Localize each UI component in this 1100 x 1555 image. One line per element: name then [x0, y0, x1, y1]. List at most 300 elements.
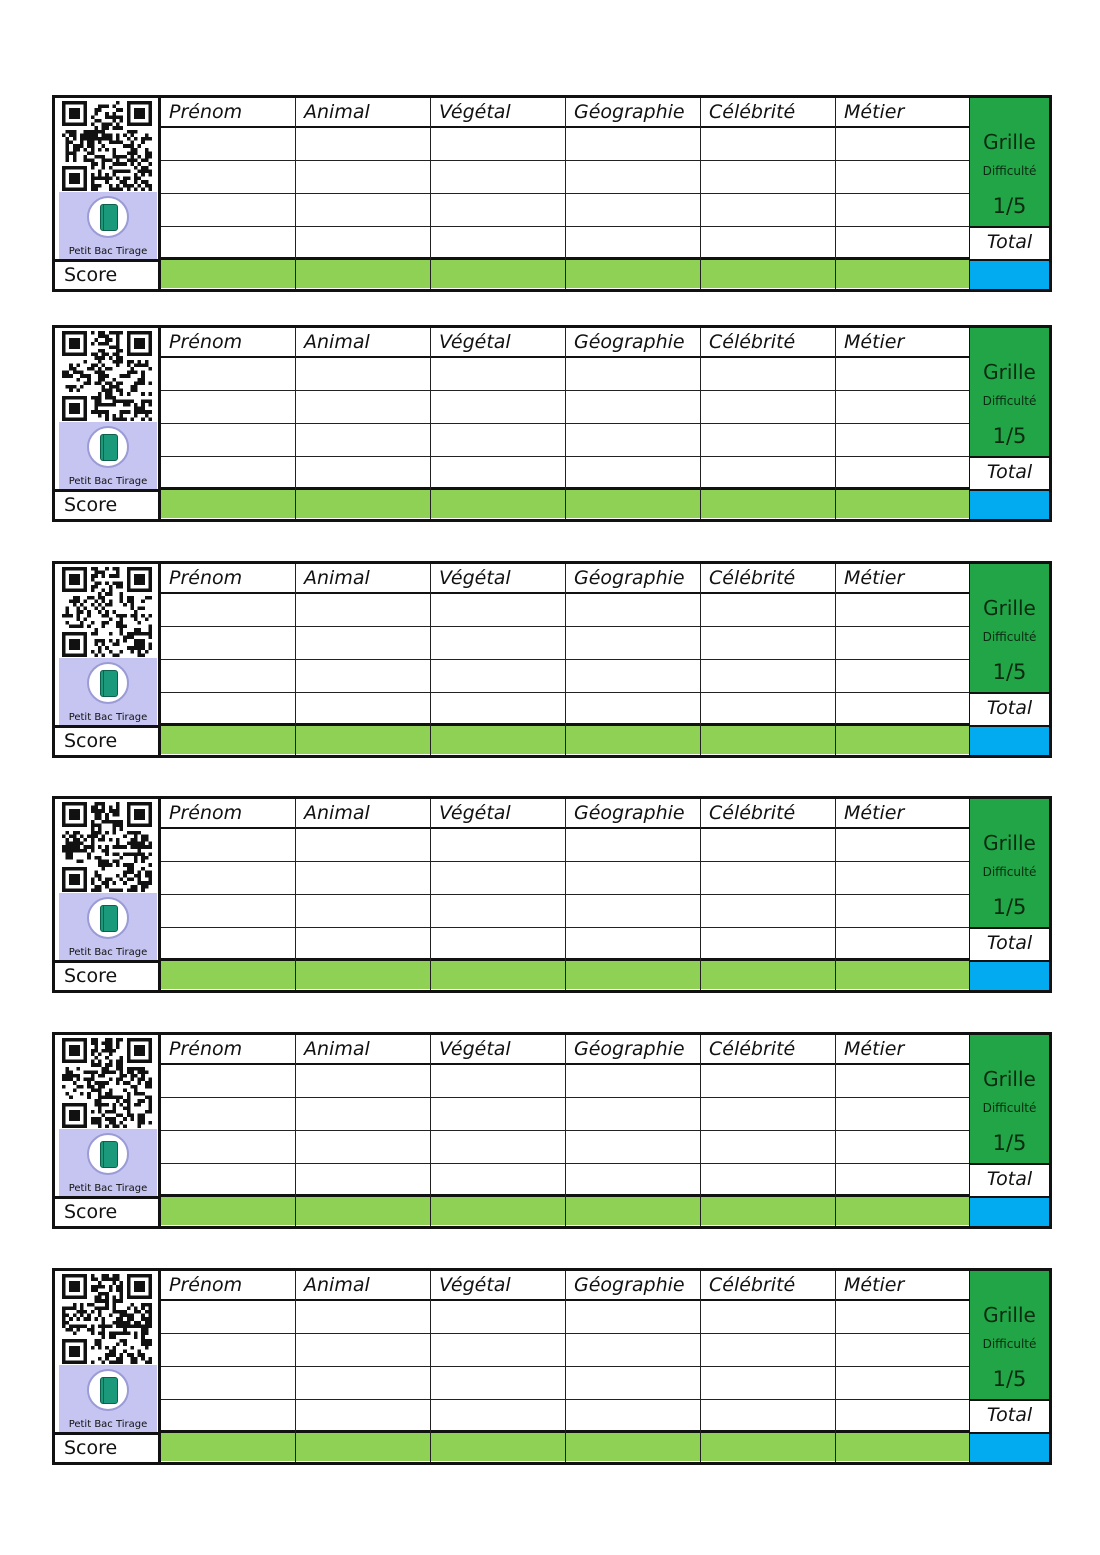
answer-cell[interactable]: [566, 227, 700, 260]
answer-cell[interactable]: [701, 457, 835, 490]
answer-cell[interactable]: [296, 161, 430, 194]
side-panel: [970, 799, 1049, 990]
category-column: [566, 1035, 701, 1226]
answer-cell[interactable]: [161, 1098, 295, 1131]
answer-cell[interactable]: [836, 194, 969, 227]
answer-cell[interactable]: [161, 660, 295, 693]
total-label: Total: [970, 692, 1049, 725]
answer-cell[interactable]: [296, 457, 430, 490]
category-header: Prénom: [161, 328, 295, 358]
answer-cell[interactable]: [566, 194, 700, 227]
answer-cell[interactable]: [296, 895, 430, 928]
answer-cell[interactable]: [701, 1164, 835, 1197]
category-column: [566, 799, 701, 990]
logo: [87, 1369, 129, 1411]
category-header: Géographie: [566, 564, 700, 594]
category-header: Animal: [296, 1035, 430, 1065]
category-column: [431, 564, 566, 755]
brand-label: Petit Bac Tirage: [68, 947, 148, 958]
total-value-cell[interactable]: [970, 1196, 1049, 1226]
category-header: Métier: [836, 328, 969, 358]
answer-cell[interactable]: [161, 1164, 295, 1197]
total-value-cell[interactable]: [970, 489, 1049, 519]
answer-cell[interactable]: [161, 928, 295, 961]
answer-cell[interactable]: [566, 693, 700, 726]
category-header: Végétal: [431, 98, 565, 128]
answer-cell[interactable]: [296, 1301, 430, 1334]
answer-cell[interactable]: [836, 391, 969, 424]
answer-cell[interactable]: [431, 358, 565, 391]
category-column: [836, 799, 971, 990]
answer-cell[interactable]: [836, 594, 969, 627]
category-header: Métier: [836, 1271, 969, 1301]
score-cell[interactable]: [296, 260, 430, 288]
answer-cell[interactable]: [566, 161, 700, 194]
answer-cell[interactable]: [836, 1301, 969, 1334]
answer-cell[interactable]: [161, 895, 295, 928]
logo: [87, 897, 129, 939]
answer-cell[interactable]: [431, 1400, 565, 1433]
category-column: [701, 564, 836, 755]
answer-cell[interactable]: [701, 928, 835, 961]
total-value-cell[interactable]: [970, 1432, 1049, 1462]
score-cell[interactable]: [701, 490, 835, 518]
total-value-cell[interactable]: [970, 725, 1049, 755]
brand-label: Petit Bac Tirage: [68, 476, 148, 487]
answer-cell[interactable]: [296, 391, 430, 424]
qr-code-icon: [59, 101, 155, 191]
total-label: Total: [970, 456, 1049, 489]
answer-cell[interactable]: [431, 693, 565, 726]
category-header: Prénom: [161, 1035, 295, 1065]
category-header: Célébrité: [701, 564, 835, 594]
score-cell[interactable]: [566, 1197, 700, 1225]
answer-cell[interactable]: [431, 829, 565, 862]
answer-cell[interactable]: [836, 457, 969, 490]
score-cell[interactable]: [701, 961, 835, 989]
score-cell[interactable]: [431, 1197, 565, 1225]
score-cell[interactable]: [836, 1197, 969, 1225]
answer-cell[interactable]: [701, 128, 835, 161]
category-header: Géographie: [566, 1035, 700, 1065]
answer-cell[interactable]: [566, 895, 700, 928]
book-icon: [100, 670, 118, 697]
answer-cell[interactable]: [566, 1301, 700, 1334]
category-header: Géographie: [566, 328, 700, 358]
answer-cell[interactable]: [161, 1400, 295, 1433]
answer-cell[interactable]: [296, 1164, 430, 1197]
answer-cell[interactable]: [431, 928, 565, 961]
answer-cell[interactable]: [566, 1065, 700, 1098]
score-cell[interactable]: [836, 1433, 969, 1461]
answer-cell[interactable]: [296, 1334, 430, 1367]
petit-bac-grid-4: [52, 796, 1052, 993]
score-cell[interactable]: [161, 490, 295, 518]
difficulty-box: [970, 564, 1049, 692]
answer-cell[interactable]: [431, 627, 565, 660]
answer-cell[interactable]: [161, 1301, 295, 1334]
total-label: Total: [970, 226, 1049, 259]
answer-cell[interactable]: [161, 1334, 295, 1367]
difficulty-value: 1/5: [992, 1131, 1027, 1155]
answer-cell[interactable]: [431, 424, 565, 457]
answer-cell[interactable]: [296, 194, 430, 227]
answer-cell[interactable]: [566, 660, 700, 693]
score-label: Score: [55, 1196, 158, 1226]
category-header: Animal: [296, 328, 430, 358]
answer-cell[interactable]: [161, 161, 295, 194]
answer-cell[interactable]: [296, 928, 430, 961]
answer-cell[interactable]: [296, 128, 430, 161]
brand-label: Petit Bac Tirage: [68, 246, 148, 257]
answer-cell[interactable]: [431, 594, 565, 627]
petit-bac-grid-6: [52, 1268, 1052, 1465]
category-column: [431, 799, 566, 990]
answer-cell[interactable]: [701, 829, 835, 862]
category-header: Célébrité: [701, 328, 835, 358]
answer-cell[interactable]: [701, 161, 835, 194]
difficulty-label: Difficulté: [982, 164, 1037, 178]
score-cell[interactable]: [296, 961, 430, 989]
category-column: [701, 1271, 836, 1462]
answer-cell[interactable]: [161, 128, 295, 161]
score-cell[interactable]: [431, 260, 565, 288]
category-column: [431, 98, 566, 289]
score-cell[interactable]: [701, 260, 835, 288]
score-cell[interactable]: [431, 726, 565, 754]
answer-cell[interactable]: [431, 1131, 565, 1164]
category-column: [431, 328, 566, 519]
difficulty-value: 1/5: [992, 1367, 1027, 1391]
answer-cell[interactable]: [161, 194, 295, 227]
score-cell[interactable]: [296, 1433, 430, 1461]
answer-cell[interactable]: [296, 227, 430, 260]
grille-label: Grille: [983, 596, 1036, 620]
side-panel: [970, 1271, 1049, 1462]
grille-label: Grille: [983, 831, 1036, 855]
answer-cell[interactable]: [836, 627, 969, 660]
score-cell[interactable]: [161, 1197, 295, 1225]
answer-cell[interactable]: [161, 391, 295, 424]
category-column: [431, 1035, 566, 1226]
answer-cell[interactable]: [161, 1131, 295, 1164]
answer-cell[interactable]: [161, 227, 295, 260]
answer-cell[interactable]: [701, 1065, 835, 1098]
answer-cell[interactable]: [431, 660, 565, 693]
score-cell[interactable]: [296, 1197, 430, 1225]
answer-cell[interactable]: [296, 424, 430, 457]
answer-cell[interactable]: [431, 227, 565, 260]
answer-cell[interactable]: [431, 128, 565, 161]
petit-bac-grid-1: [52, 95, 1052, 292]
petit-bac-grid-5: [52, 1032, 1052, 1229]
total-value-cell[interactable]: [970, 259, 1049, 289]
answer-cell[interactable]: [566, 1098, 700, 1131]
category-header: Géographie: [566, 1271, 700, 1301]
category-column: [296, 1035, 431, 1226]
score-cell[interactable]: [566, 1433, 700, 1461]
answer-cell[interactable]: [836, 660, 969, 693]
qr-code-icon: [59, 567, 155, 657]
difficulty-value: 1/5: [992, 895, 1027, 919]
category-column: [566, 328, 701, 519]
category-column: [836, 1035, 971, 1226]
answer-cell[interactable]: [701, 1131, 835, 1164]
category-header: Végétal: [431, 328, 565, 358]
answer-cell[interactable]: [836, 1400, 969, 1433]
brand-label: Petit Bac Tirage: [68, 1419, 148, 1430]
answer-cell[interactable]: [566, 1334, 700, 1367]
answer-cell[interactable]: [296, 693, 430, 726]
score-label: Score: [55, 725, 158, 755]
category-column: [701, 98, 836, 289]
answer-cell[interactable]: [431, 1164, 565, 1197]
answer-cell[interactable]: [701, 194, 835, 227]
answer-cell[interactable]: [566, 627, 700, 660]
score-cell[interactable]: [566, 961, 700, 989]
answer-cell[interactable]: [701, 227, 835, 260]
answer-cell[interactable]: [431, 194, 565, 227]
score-cell[interactable]: [836, 726, 969, 754]
score-cell[interactable]: [701, 726, 835, 754]
category-column: [161, 98, 296, 289]
answer-cell[interactable]: [701, 862, 835, 895]
category-header: Animal: [296, 98, 430, 128]
answer-cell[interactable]: [161, 627, 295, 660]
answer-cell[interactable]: [296, 1098, 430, 1131]
answer-cell[interactable]: [296, 1065, 430, 1098]
category-table: [158, 328, 970, 519]
qr-code-icon: [59, 331, 155, 421]
answer-cell[interactable]: [431, 161, 565, 194]
answer-cell[interactable]: [836, 1065, 969, 1098]
answer-cell[interactable]: [566, 594, 700, 627]
category-column: [431, 1271, 566, 1462]
category-header: Prénom: [161, 799, 295, 829]
answer-cell[interactable]: [566, 358, 700, 391]
answer-cell[interactable]: [161, 457, 295, 490]
side-panel: [970, 328, 1049, 519]
answer-cell[interactable]: [701, 660, 835, 693]
difficulty-label: Difficulté: [982, 630, 1037, 644]
category-header: Géographie: [566, 799, 700, 829]
answer-cell[interactable]: [836, 1164, 969, 1197]
answer-cell[interactable]: [296, 1367, 430, 1400]
answer-cell[interactable]: [701, 693, 835, 726]
category-column: [161, 1035, 296, 1226]
score-cell[interactable]: [161, 726, 295, 754]
category-table: [158, 1271, 970, 1462]
total-label: Total: [970, 927, 1049, 960]
category-header: Métier: [836, 98, 969, 128]
answer-cell[interactable]: [701, 895, 835, 928]
answer-cell[interactable]: [296, 358, 430, 391]
score-cell[interactable]: [431, 1433, 565, 1461]
category-column: [161, 1271, 296, 1462]
category-header: Prénom: [161, 564, 295, 594]
difficulty-label: Difficulté: [982, 1101, 1037, 1115]
score-cell[interactable]: [836, 961, 969, 989]
score-label: Score: [55, 960, 158, 990]
answer-cell[interactable]: [566, 862, 700, 895]
qr-code-icon: [59, 802, 155, 892]
answer-cell[interactable]: [701, 594, 835, 627]
answer-cell[interactable]: [296, 1400, 430, 1433]
score-cell[interactable]: [296, 490, 430, 518]
score-cell[interactable]: [431, 961, 565, 989]
answer-cell[interactable]: [566, 1131, 700, 1164]
petit-bac-grid-2: [52, 325, 1052, 522]
category-header: Végétal: [431, 799, 565, 829]
answer-cell[interactable]: [701, 1301, 835, 1334]
answer-cell[interactable]: [701, 424, 835, 457]
difficulty-value: 1/5: [992, 660, 1027, 684]
answer-cell[interactable]: [701, 358, 835, 391]
category-column: [836, 98, 971, 289]
category-header: Célébrité: [701, 98, 835, 128]
score-cell[interactable]: [836, 490, 969, 518]
answer-cell[interactable]: [296, 829, 430, 862]
answer-cell[interactable]: [836, 424, 969, 457]
grille-label: Grille: [983, 1303, 1036, 1327]
answer-cell[interactable]: [701, 1367, 835, 1400]
answer-cell[interactable]: [836, 128, 969, 161]
answer-cell[interactable]: [836, 928, 969, 961]
answer-cell[interactable]: [836, 829, 969, 862]
category-column: [296, 564, 431, 755]
score-cell[interactable]: [161, 961, 295, 989]
answer-cell[interactable]: [296, 594, 430, 627]
answer-cell[interactable]: [566, 391, 700, 424]
answer-cell[interactable]: [701, 1098, 835, 1131]
book-icon: [100, 905, 118, 932]
answer-cell[interactable]: [296, 1131, 430, 1164]
answer-cell[interactable]: [836, 862, 969, 895]
difficulty-box: [970, 328, 1049, 456]
answer-cell[interactable]: [431, 1301, 565, 1334]
score-cell[interactable]: [701, 1197, 835, 1225]
answer-cell[interactable]: [836, 1367, 969, 1400]
difficulty-label: Difficulté: [982, 865, 1037, 879]
category-column: [836, 328, 971, 519]
category-header: Métier: [836, 1035, 969, 1065]
score-cell[interactable]: [701, 1433, 835, 1461]
category-header: Métier: [836, 799, 969, 829]
answer-cell[interactable]: [566, 1367, 700, 1400]
answer-cell[interactable]: [161, 829, 295, 862]
answer-cell[interactable]: [566, 128, 700, 161]
answer-cell[interactable]: [431, 391, 565, 424]
answer-cell[interactable]: [296, 862, 430, 895]
score-cell[interactable]: [161, 1433, 295, 1461]
difficulty-box: [970, 98, 1049, 226]
score-cell[interactable]: [431, 490, 565, 518]
category-header: Végétal: [431, 564, 565, 594]
book-icon: [100, 1377, 118, 1404]
category-column: [161, 799, 296, 990]
answer-cell[interactable]: [701, 1334, 835, 1367]
answer-cell[interactable]: [161, 594, 295, 627]
answer-cell[interactable]: [836, 358, 969, 391]
grille-label: Grille: [983, 360, 1036, 384]
answer-cell[interactable]: [161, 1367, 295, 1400]
answer-cell[interactable]: [566, 1400, 700, 1433]
answer-cell[interactable]: [836, 227, 969, 260]
answer-cell[interactable]: [296, 627, 430, 660]
answer-cell[interactable]: [566, 829, 700, 862]
score-cell[interactable]: [161, 260, 295, 288]
qr-code-icon: [59, 1038, 155, 1128]
answer-cell[interactable]: [296, 660, 430, 693]
score-cell[interactable]: [836, 260, 969, 288]
brand-box: [59, 893, 157, 960]
score-label: Score: [55, 1432, 158, 1462]
answer-cell[interactable]: [701, 627, 835, 660]
answer-cell[interactable]: [431, 1334, 565, 1367]
category-column: [566, 98, 701, 289]
answer-cell[interactable]: [566, 1164, 700, 1197]
brand-box: [59, 658, 157, 725]
answer-cell[interactable]: [566, 928, 700, 961]
brand-box: [59, 1129, 157, 1196]
total-value-cell[interactable]: [970, 960, 1049, 990]
answer-cell[interactable]: [701, 391, 835, 424]
answer-cell[interactable]: [161, 358, 295, 391]
answer-cell[interactable]: [701, 1400, 835, 1433]
answer-cell[interactable]: [836, 1334, 969, 1367]
answer-cell[interactable]: [836, 1131, 969, 1164]
answer-cell[interactable]: [161, 1065, 295, 1098]
answer-cell[interactable]: [431, 457, 565, 490]
category-column: [296, 98, 431, 289]
answer-cell[interactable]: [836, 161, 969, 194]
answer-cell[interactable]: [431, 1065, 565, 1098]
category-column: [701, 328, 836, 519]
answer-cell[interactable]: [836, 693, 969, 726]
brand-label: Petit Bac Tirage: [68, 1183, 148, 1194]
logo: [87, 1133, 129, 1175]
category-column: [296, 1271, 431, 1462]
answer-cell[interactable]: [431, 1367, 565, 1400]
total-label: Total: [970, 1163, 1049, 1196]
answer-cell[interactable]: [161, 424, 295, 457]
answer-cell[interactable]: [161, 693, 295, 726]
score-cell[interactable]: [296, 726, 430, 754]
category-column: [296, 799, 431, 990]
answer-cell[interactable]: [431, 862, 565, 895]
score-cell[interactable]: [566, 260, 700, 288]
answer-cell[interactable]: [566, 457, 700, 490]
category-header: Végétal: [431, 1271, 565, 1301]
answer-cell[interactable]: [836, 1098, 969, 1131]
category-column: [566, 564, 701, 755]
category-table: [158, 564, 970, 755]
answer-cell[interactable]: [161, 862, 295, 895]
side-panel: [970, 98, 1049, 289]
logo: [87, 196, 129, 238]
answer-cell[interactable]: [566, 424, 700, 457]
answer-cell[interactable]: [431, 1098, 565, 1131]
brand-label: Petit Bac Tirage: [68, 712, 148, 723]
score-cell[interactable]: [566, 726, 700, 754]
category-header: Prénom: [161, 98, 295, 128]
brand-box: [59, 192, 157, 259]
difficulty-label: Difficulté: [982, 1337, 1037, 1351]
score-cell[interactable]: [566, 490, 700, 518]
category-column: [701, 799, 836, 990]
answer-cell[interactable]: [836, 895, 969, 928]
answer-cell[interactable]: [431, 895, 565, 928]
